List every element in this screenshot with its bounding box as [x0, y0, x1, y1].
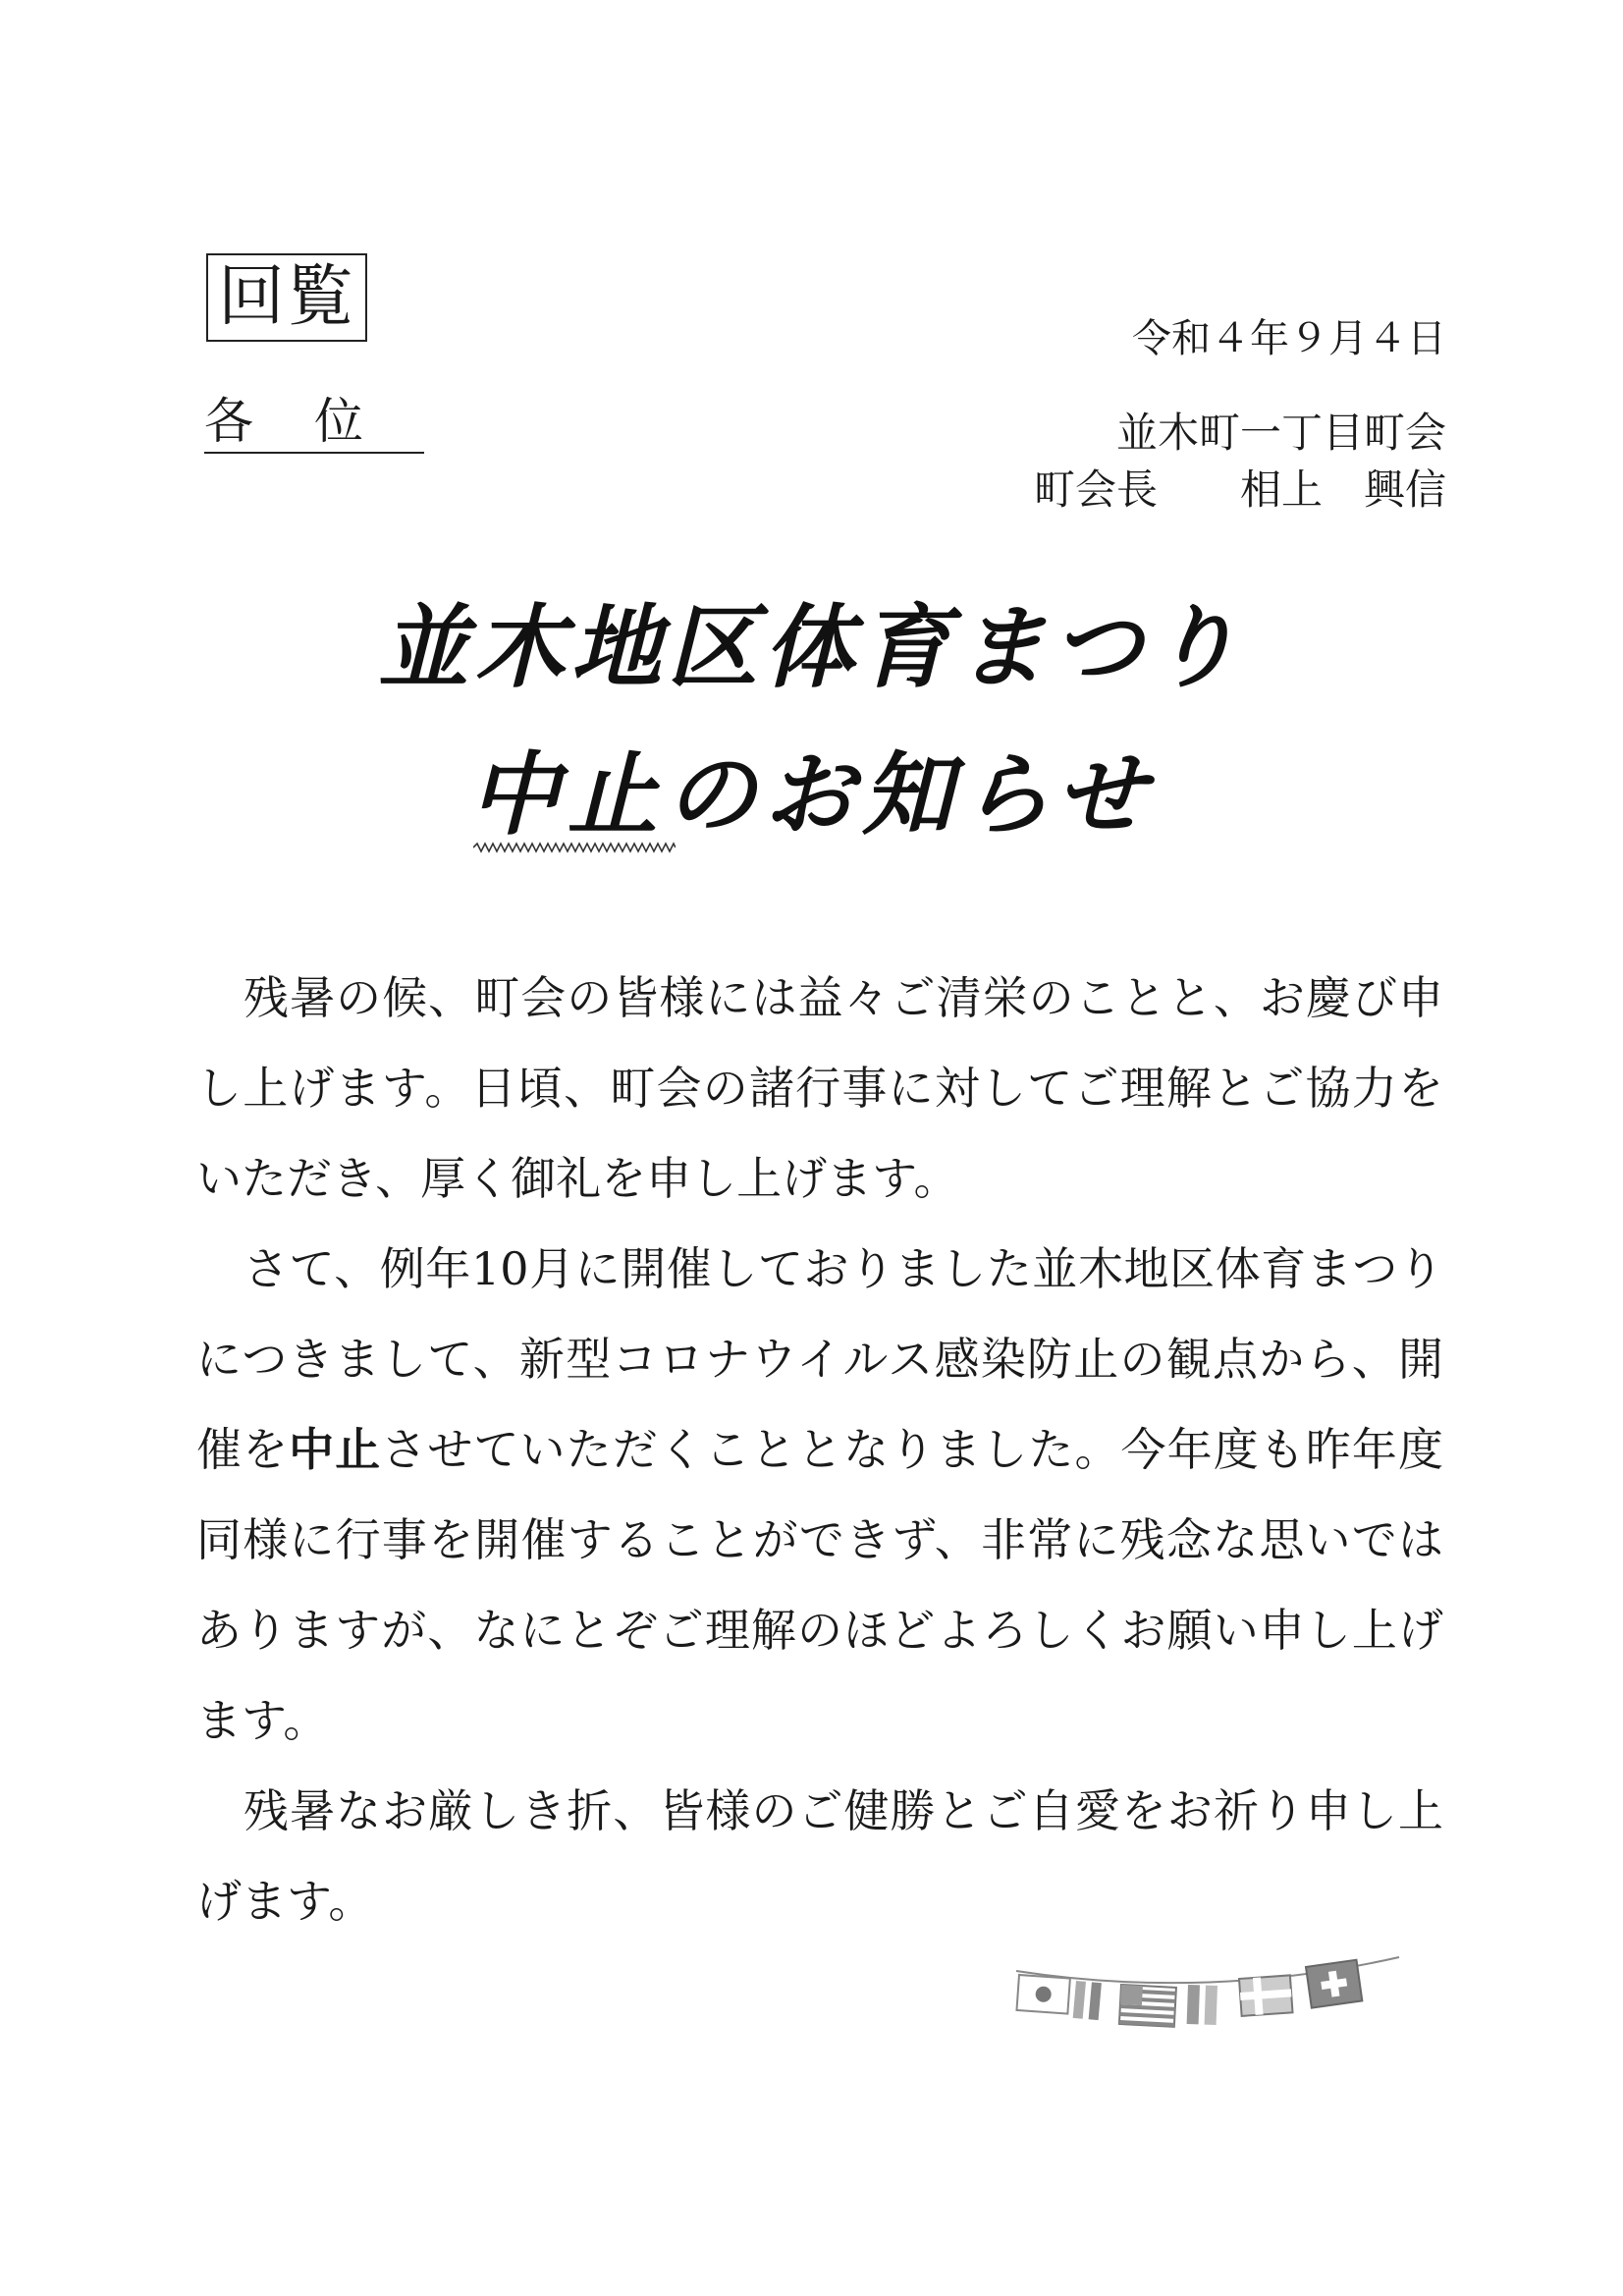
wavy-underline	[473, 841, 676, 854]
body-paragraph-2-part2: させていただくこととなりました。今年度も昨年度同様に行事を開催することができず、非常に残念な思いではありますが、なにとぞご理解のほどよろしくお願い申し上げます。	[196, 1423, 1444, 1747]
notice-title-line1: 並木地区体育まつり	[378, 595, 1245, 700]
sender-organization: 並木町一丁目町会	[1115, 409, 1446, 457]
addressee: 各位	[204, 391, 424, 454]
issue-date: 令和４年９月４日	[1132, 316, 1446, 361]
circular-label: 回覧	[218, 258, 356, 336]
body-paragraph-2-part1: さて、例年10月に開催しておりました並木地区体育まつりにつきまして、新型コロナウイルス感染防止の観点から、開催を	[196, 1242, 1443, 1476]
notice-body	[196, 953, 1443, 1946]
cancellation-emphasis: 中止	[289, 1423, 382, 1476]
circular-label-box	[206, 253, 367, 342]
body-paragraph-3: 残暑なお厳しき折、皆様のご健勝とご自愛をお祈り申し上げます。	[196, 1784, 1443, 1928]
body-paragraph-2	[196, 1224, 1443, 1766]
notice-title-line2: 中止のお知らせ	[468, 742, 1155, 847]
body-paragraph-1: 残暑の候、町会の皆様には益々ご清栄のことと、お慶び申し上げます。日頃、町会の諸行事に対してご理解とご協力をいただき、厚く御礼を申し上げます。	[196, 971, 1444, 1205]
flag-bunting-icon	[1011, 1949, 1404, 2067]
sender-block	[1034, 405, 1446, 519]
sender-name: 町会長 相上 興信	[1033, 465, 1446, 514]
